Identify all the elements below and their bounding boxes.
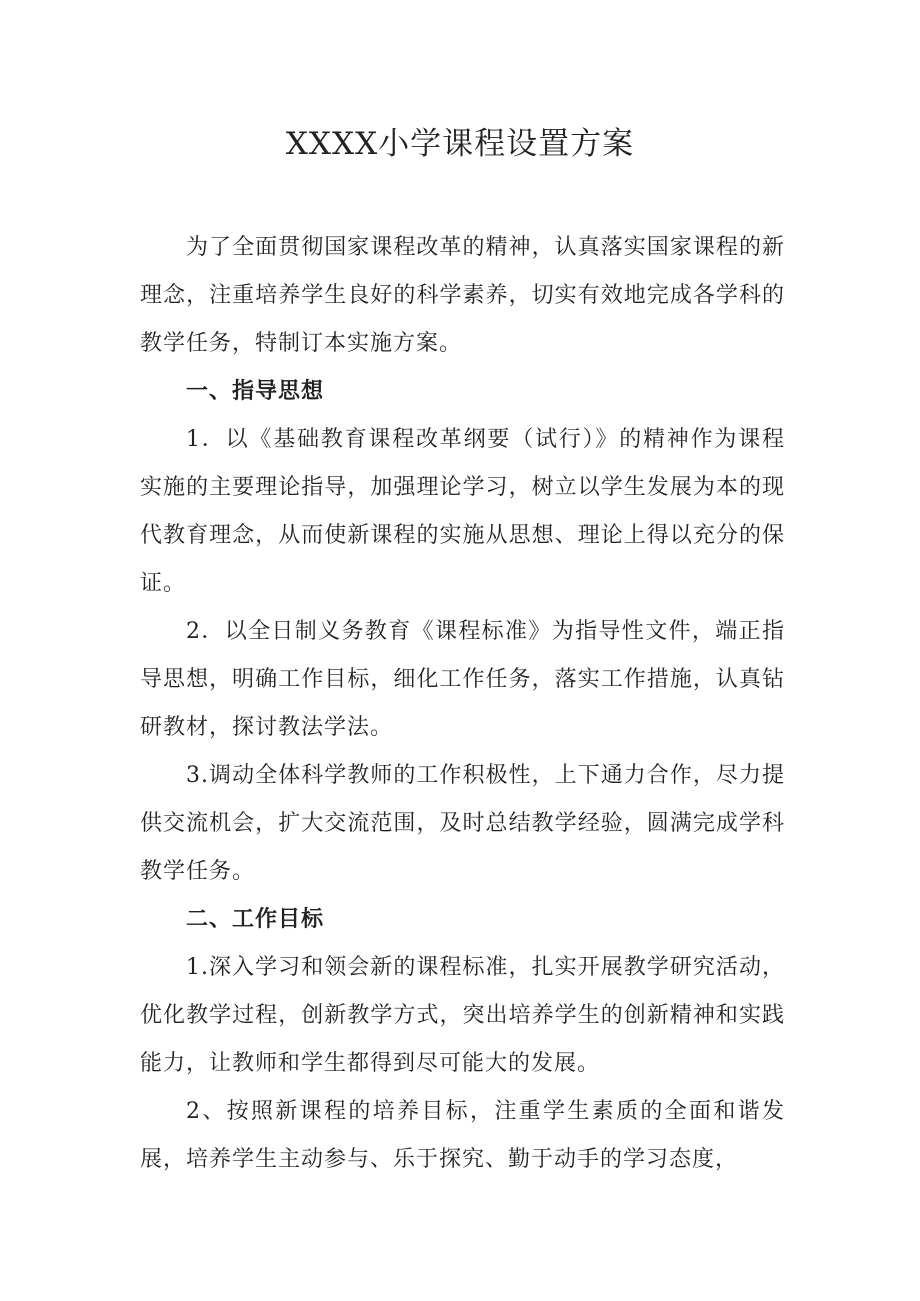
section-heading: 一、指导思想	[186, 379, 325, 404]
section-work-goals	[140, 896, 785, 1184]
section-paragraph: 3.调动全体科学教师的工作积极性，上下通力合作，尽力提供交流机会，扩大交流范围，及时总结教学经验，圆满完成学科教学任务。	[140, 763, 785, 884]
section-heading: 二、工作目标	[186, 907, 325, 932]
section-paragraph: 2、按照新课程的培养目标，注重学生素质的全面和谐发展，培养学生主动参与、乐于探究、勤于动手的学习态度，	[140, 1099, 785, 1172]
intro-paragraph: 为了全面贯彻国家课程改革的精神，认真落实国家课程的新理念，注重培养学生良好的科学素养，切实有效地完成各学科的教学任务，特制订本实施方案。	[140, 235, 785, 356]
section-guiding-ideology	[140, 368, 785, 896]
document-body	[140, 224, 785, 1184]
section-paragraph: 1．以《基础教育课程改革纲要（试行）》的精神作为课程实施的主要理论指导，加强理论学习，树立以学生发展为本的现代教育理念，从而使新课程的实施从思想、理论上得以充分的保证。	[140, 427, 785, 596]
section-paragraph: 2．以全日制义务教育《课程标准》为指导性文件，端正指导思想，明确工作目标，细化工作任务，落实工作措施，认真钻研教材，探讨教法学法。	[140, 619, 785, 740]
document-title: XXXX小学课程设置方案	[285, 126, 635, 162]
section-paragraph: 1.深入学习和领会新的课程标准，扎实开展教学研究活动，优化教学过程，创新教学方式，突出培养学生的创新精神和实践能力，让教师和学生都得到尽可能大的发展。	[140, 955, 785, 1076]
